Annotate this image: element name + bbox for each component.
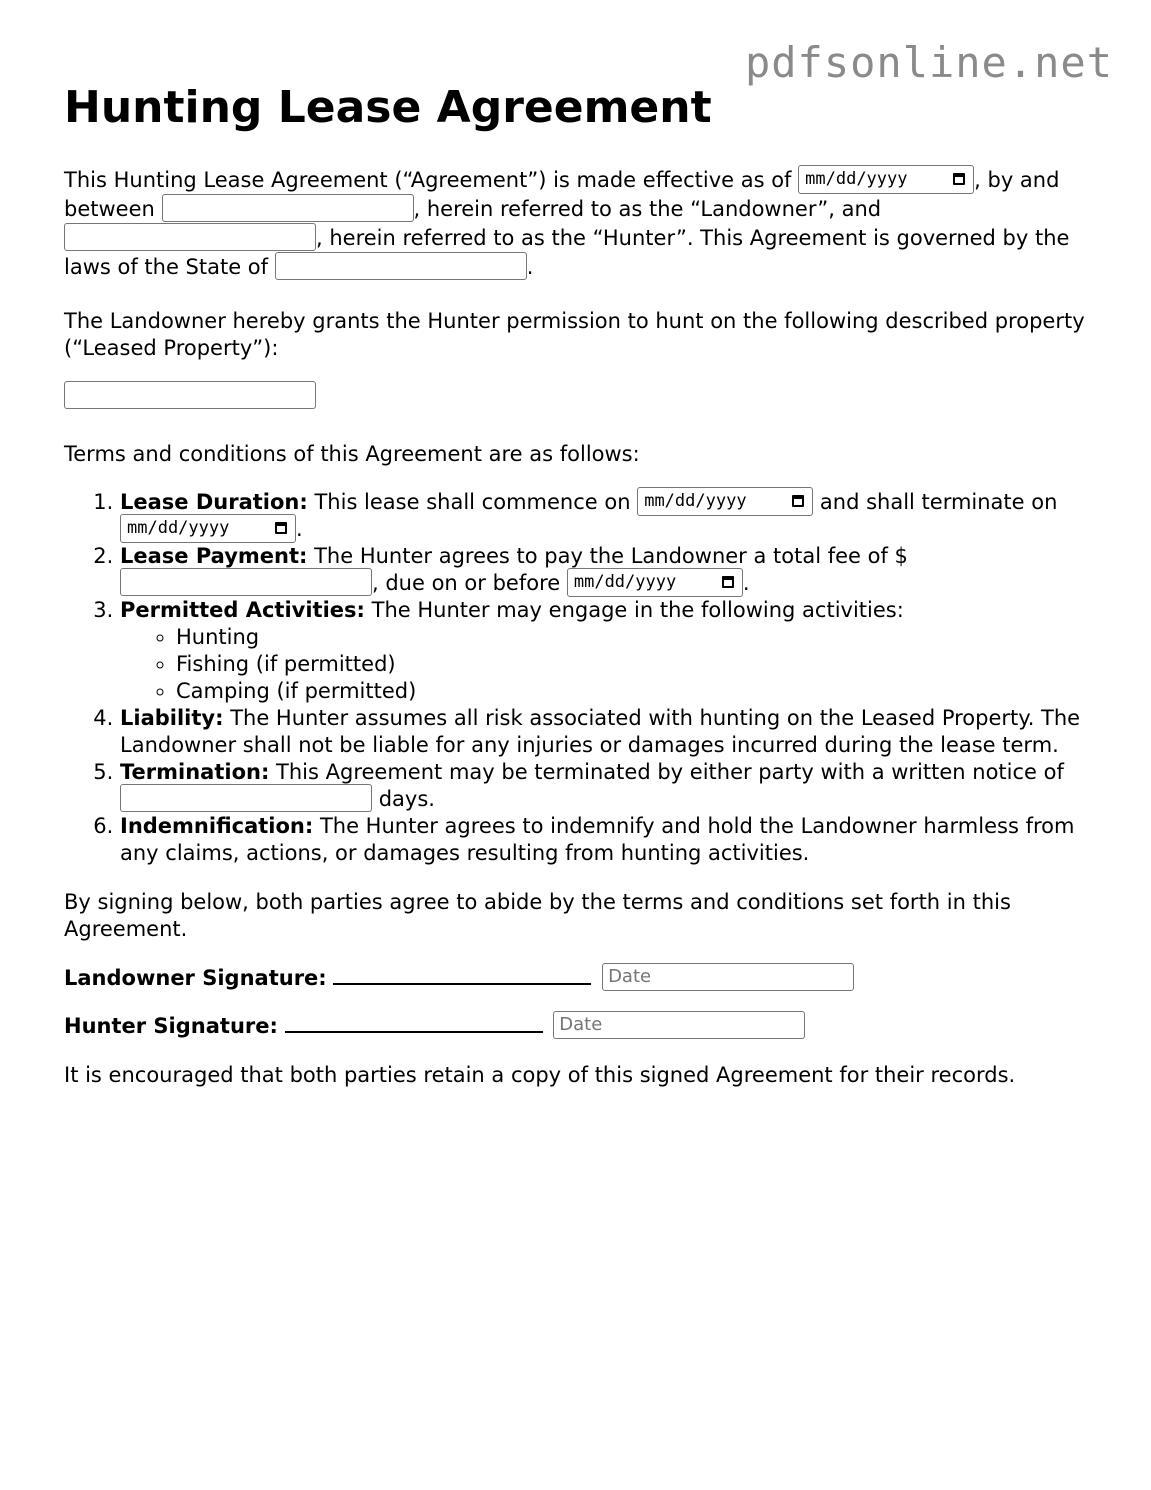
landowner-name-input[interactable] [162, 194, 414, 222]
intro-text-5: . [526, 255, 534, 279]
date-placeholder: mm/dd/yyyy [805, 168, 908, 189]
terms-intro: Terms and conditions of this Agreement are as follows: [64, 442, 640, 466]
term-text: . [742, 571, 750, 595]
effective-date-input[interactable] [798, 165, 974, 194]
term-text: This lease shall commence on [314, 490, 631, 514]
landowner-signature-line[interactable] [333, 965, 591, 985]
term-label: Permitted Activities: [120, 598, 365, 622]
term-text: . [296, 517, 303, 541]
watermark: pdfsonline.net [744, 38, 1113, 87]
landowner-date-input[interactable]: Date [602, 963, 854, 991]
payment-due-date-input[interactable] [567, 568, 743, 597]
term-liability [120, 705, 1104, 759]
term-text: The Hunter assumes all risk associated with hunting on the Leased Property. The Landowner shall not be liable for any injuries or damages incurred during the lease term. [120, 706, 1081, 757]
term-indemnification [120, 813, 1104, 867]
grant-paragraph: The Landowner hereby grants the Hunter permission to hunt on the following described property (“Leased Property”): [64, 309, 1085, 360]
hunter-date-input[interactable]: Date [553, 1011, 805, 1039]
intro-text-1: This Hunting Lease Agreement (“Agreement”) is made effective as of [64, 168, 792, 192]
term-termination [120, 759, 1104, 813]
intro-paragraph [64, 166, 1104, 282]
property-field-row [64, 384, 1104, 414]
calendar-icon [953, 173, 965, 185]
fee-amount-input[interactable] [120, 568, 372, 596]
list-item: ◦ Hunting [176, 624, 1104, 651]
date-placeholder: mm/dd/yyyy [127, 517, 230, 538]
closing-paragraph: By signing below, both parties agree to abide by the terms and conditions set forth in this Agreement. [64, 890, 1011, 941]
term-text: The Hunter agrees to pay the Landowner a total fee of $ [314, 544, 908, 568]
term-label: Termination: [120, 760, 270, 784]
state-input[interactable] [275, 252, 527, 280]
intro-text-2: , by and between [64, 168, 1060, 221]
hunter-signature-line[interactable] [285, 1013, 543, 1033]
calendar-icon [275, 522, 287, 534]
hunter-signature-label: Hunter Signature: [64, 1014, 278, 1038]
term-text: days. [378, 787, 435, 811]
term-permitted-activities [120, 597, 1104, 705]
document-page [64, 80, 1104, 1090]
page-title: Hunting Lease Agreement [64, 82, 712, 133]
landowner-signature-label: Landowner Signature: [64, 966, 327, 990]
term-text: The Hunter may engage in the following activities: [371, 598, 904, 622]
intro-text-3: , herein referred to as the “Landowner”, and [413, 197, 882, 221]
activities-list [120, 624, 1104, 705]
term-label: Liability: [120, 706, 224, 730]
date-placeholder: mm/dd/yyyy [644, 490, 747, 511]
leased-property-input[interactable] [64, 381, 316, 409]
terms-list [64, 489, 1104, 867]
date-placeholder: mm/dd/yyyy [573, 571, 677, 592]
term-text: This Agreement may be terminated by either party with a written notice of [276, 760, 1064, 784]
hunter-name-input[interactable] [64, 223, 316, 251]
landowner-signature-row [64, 965, 1104, 991]
footer-note: It is encouraged that both parties retain a copy of this signed Agreement for their records. [64, 1063, 1016, 1087]
term-label: Lease Payment: [120, 544, 308, 568]
calendar-icon [722, 576, 734, 588]
calendar-icon [792, 495, 804, 507]
term-lease-duration [120, 489, 1104, 543]
notice-days-input[interactable] [120, 784, 372, 812]
hunter-signature-row [64, 1013, 1104, 1039]
term-label: Lease Duration: [120, 490, 308, 514]
term-text: , due on or before [372, 571, 561, 595]
commence-date-input[interactable] [637, 487, 813, 516]
term-lease-payment [120, 543, 1104, 597]
intro-text-4: , herein referred to as the “Hunter”. This Agreement is governed by the laws of the State of [64, 226, 1070, 279]
terminate-date-input[interactable] [120, 514, 296, 543]
list-item: ◦ Camping (if permitted) [176, 678, 1104, 705]
term-label: Indemnification: [120, 814, 314, 838]
term-text: The Hunter agrees to indemnify and hold the Landowner harmless from any claims, actions, or damages resulting from hunting activities. [120, 814, 1075, 865]
term-text: and shall terminate on [819, 490, 1058, 514]
list-item: ◦ Fishing (if permitted) [176, 651, 1104, 678]
